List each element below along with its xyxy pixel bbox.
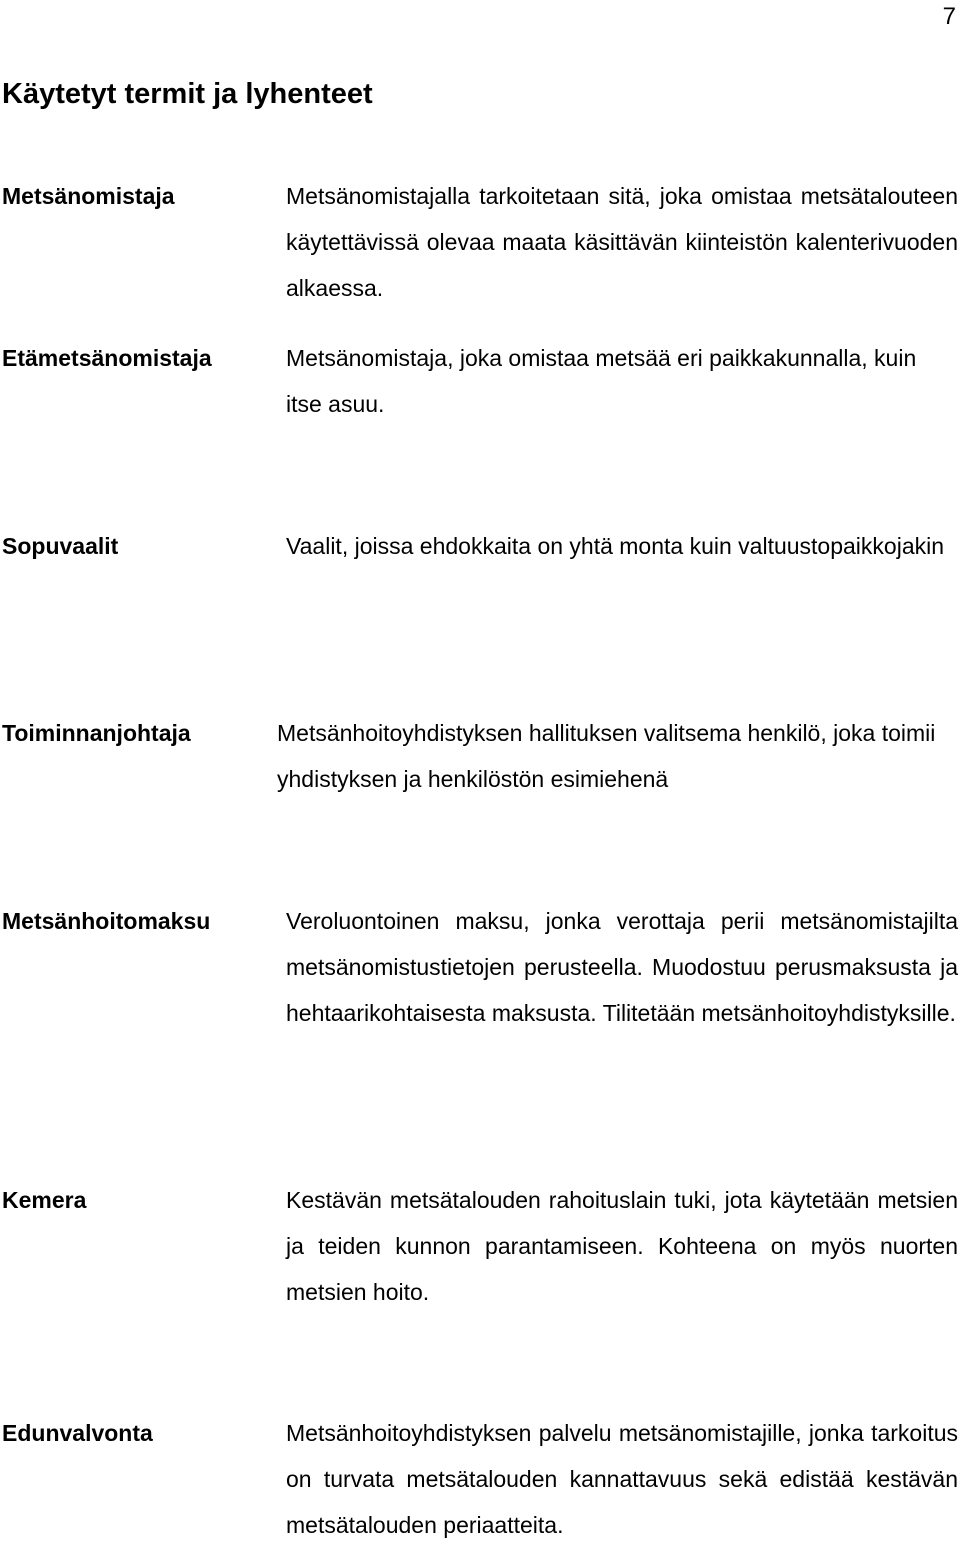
term-metsanomistaja: Metsänomistaja	[2, 183, 175, 209]
term-kemera: Kemera	[2, 1187, 87, 1213]
page-number: 7	[942, 3, 956, 30]
definition-metsanomistaja: Metsänomistajalla tarkoitetaan sitä, joka omistaa metsätalouteen käytettävissä olevaa maata käsittävän kiinteistön kalenterivuoden alkaessa.	[286, 183, 958, 301]
definition-kemera: Kestävän metsätalouden rahoituslain tuki, jota käytetään metsien ja teiden kunnon parantamiseen. Kohteena on myös nuorten metsien hoito.	[286, 1187, 958, 1305]
definition-edunvalvonta: Metsänhoitoyhdistyksen palvelu metsänomistajille, jonka tarkoitus on turvata metsätalouden kannattavuus sekä edistää kestävän metsätalouden periaatteita.	[286, 1420, 958, 1538]
term-etametsanomistaja: Etämetsänomistaja	[2, 345, 212, 371]
definition-etametsanomistaja: Metsänomistaja, joka omistaa metsää eri paikkakunnalla, kuin itse asuu.	[286, 345, 917, 417]
term-toiminnanjohtaja: Toiminnanjohtaja	[2, 720, 191, 746]
definition-metsanhoitomaksu: Veroluontoinen maksu, jonka verottaja perii metsänomistajilta metsänomistustietojen perusteella. Muodostuu perusmaksusta ja hehtaarikohtaisesta maksusta. Tilitetään metsänhoitoyhdistyksille.	[286, 908, 958, 1026]
term-edunvalvonta: Edunvalvonta	[2, 1420, 153, 1446]
definition-sopuvaalit: Vaalit, joissa ehdokkaita on yhtä monta kuin valtuustopaikkojakin	[286, 533, 945, 559]
definition-toiminnanjohtaja: Metsänhoitoyhdistyksen hallituksen valitsema henkilö, joka toimii yhdistyksen ja henkilöstön esimiehenä	[277, 720, 936, 792]
term-metsanhoitomaksu: Metsänhoitomaksu	[2, 908, 211, 934]
term-sopuvaalit: Sopuvaalit	[2, 533, 119, 559]
page-title: Käytetyt termit ja lyhenteet	[2, 78, 373, 110]
